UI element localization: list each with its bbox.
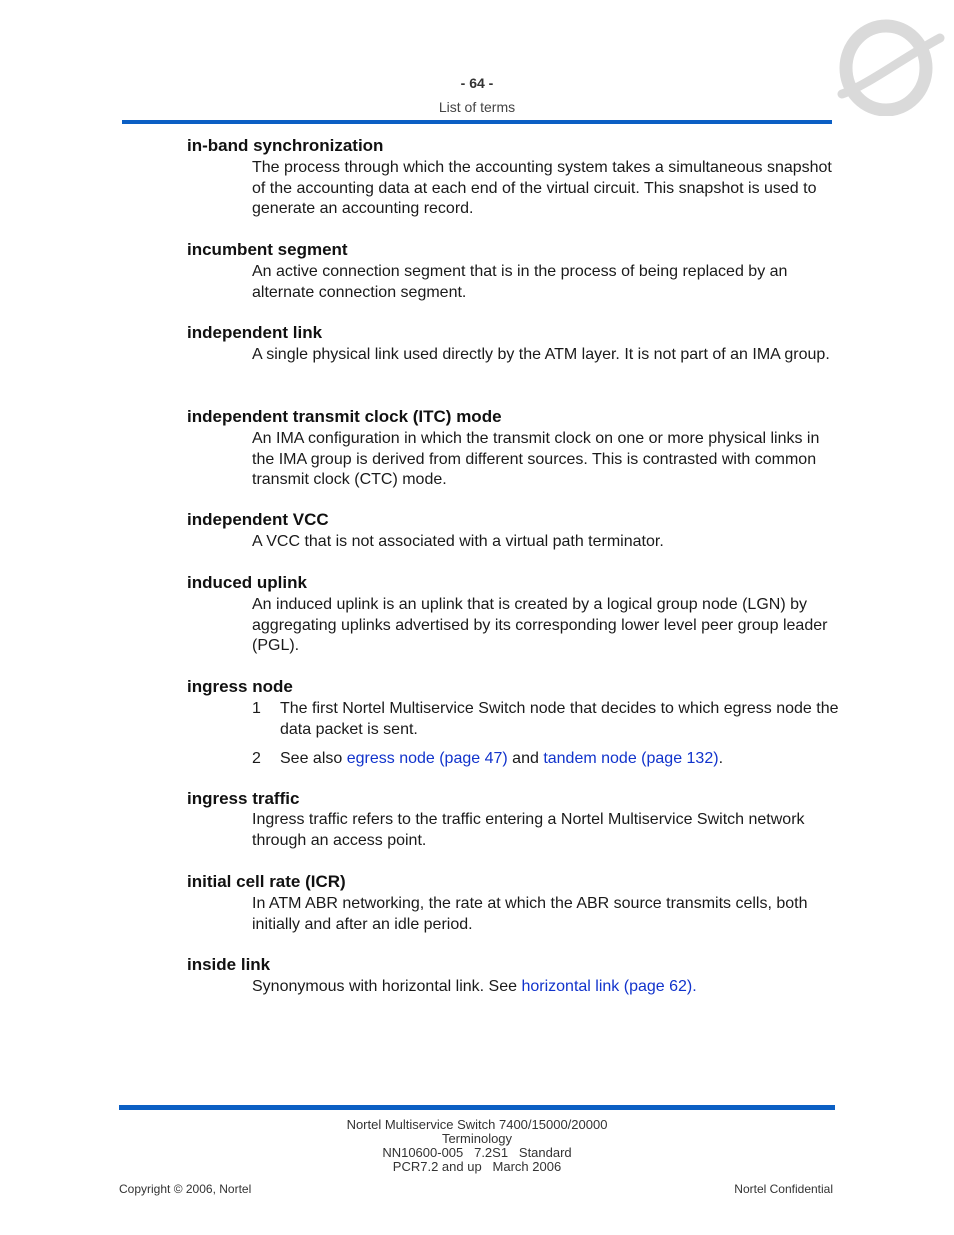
list-item <box>252 699 842 740</box>
footer-doc-title: Terminology <box>441 1131 513 1146</box>
term-definition: An IMA configuration in which the transmit clock on one or more physical links in the IMA group is derived from different sources. This is contrasted with common transmit clock (CTC) mode. <box>252 430 820 489</box>
footer-doc-number: NN10600-005 7.2S1 Standard <box>382 1145 572 1160</box>
term-definition <box>252 977 842 998</box>
footer-release: PCR7.2 and up March 2006 <box>392 1159 562 1174</box>
term-heading: ingress node <box>187 677 293 696</box>
list-number: 2 <box>252 750 261 767</box>
term-heading: induced uplink <box>187 573 307 592</box>
footer-document-info <box>0 1118 954 1174</box>
footer-product: Nortel Multiservice Switch 7400/15000/20000 <box>346 1117 608 1132</box>
term-heading: independent transmit clock (ITC) mode <box>187 407 502 426</box>
term-definition: An induced uplink is an uplink that is created by a logical group node (LGN) by aggregating uplinks advertised by its corresponding lower level peer group leader (PGL). <box>252 596 828 655</box>
footer-rule <box>119 1105 835 1110</box>
list-text: . <box>718 750 724 767</box>
confidential-label: Nortel Confidential <box>734 1182 833 1196</box>
term-heading: ingress traffic <box>187 789 300 808</box>
section-title: List of terms <box>438 99 516 115</box>
term-heading: independent VCC <box>187 510 329 529</box>
list-text: See also <box>280 750 347 767</box>
link-tandem-node[interactable]: tandem node (page 132) <box>543 750 719 767</box>
term-heading: inside link <box>187 955 271 974</box>
link-horizontal-link[interactable]: horizontal link (page 62). <box>521 978 697 995</box>
term-definition: The process through which the accounting system takes a simultaneous snapshot of the accounting data at each end of the virtual circuit. This snapshot is used to generate an accounting record. <box>252 159 832 218</box>
term-definition: A single physical link used directly by the ATM layer. It is not part of an IMA group. <box>252 346 830 363</box>
list-text: and <box>507 750 544 767</box>
definition-text: Synonymous with horizontal link. See <box>252 978 522 995</box>
term-definition: Ingress traffic refers to the traffic entering a Nortel Multiservice Switch network through an access point. <box>252 811 805 849</box>
page-number: - 64 - <box>460 75 494 91</box>
term-heading: independent link <box>187 323 323 342</box>
header-rule <box>122 120 832 124</box>
list-number: 1 <box>252 700 261 717</box>
term-definition: A VCC that is not associated with a virtual path terminator. <box>252 533 664 550</box>
term-definition: An active connection segment that is in the process of being replaced by an alternate connection segment. <box>252 263 788 301</box>
list-item <box>252 749 842 770</box>
link-egress-node[interactable]: egress node (page 47) <box>346 750 508 767</box>
term-heading: incumbent segment <box>187 240 348 259</box>
copyright: Copyright © 2006, Nortel <box>119 1182 252 1196</box>
term-heading: initial cell rate (ICR) <box>187 872 346 891</box>
list-text: The first Nortel Multiservice Switch node that decides to which egress node the data packet is sent. <box>280 700 839 738</box>
term-definition: In ATM ABR networking, the rate at which the ABR source transmits cells, both initially and after an idle period. <box>252 895 808 933</box>
term-heading: in-band synchronization <box>187 136 384 155</box>
